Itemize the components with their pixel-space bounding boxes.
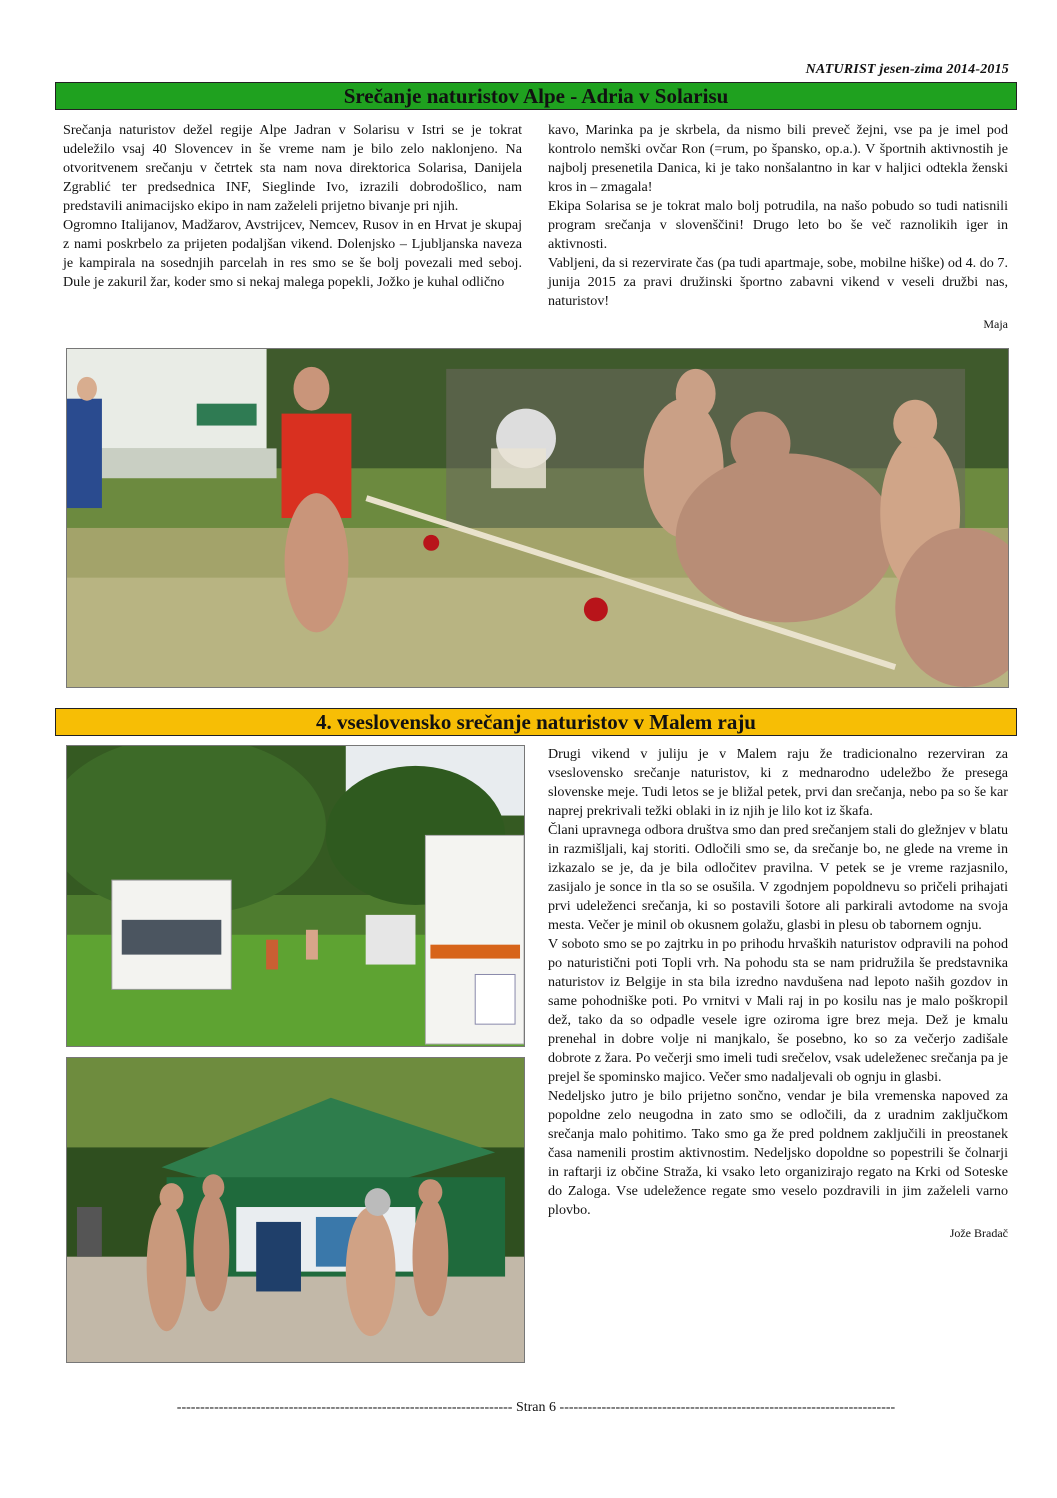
article2-paragraph: V soboto smo se po zajtrku in po prihodu hrvaških naturistov odpravili na pohod po naturistični poti Topli vrh. Na pohodu sta se nam pridružila še predstavnika naturistov iz Belgije in sta bila izredno navdušena nad lepoto naših gozdov in same pohodniške poti. Po vrnitvi v Mali raj in po kosilu nas je malo poškropil dež, tako da so odpadle vesele igre oziroma igre brez meja. Dež je kmalu prenehal in dobre volje ni manjkalo, še posebno, ko so za večerjo zadišale dobrote z žara. Po večerji smo imeli tudi srečelov, vsak udeleženec srečanja pa je prejel še spominsko majico. Večer smo nadaljevali ob ognju in glasbi. (548, 936, 1008, 1085)
article2-column (548, 745, 1008, 1243)
article1-paragraph: kavo, Marinka pa je skrbela, da nismo bili preveč žejni, vse pa je imel pod kontrolo nemški ovčar Ron (=rum, po špansko, op.a.). V športnih aktivnostih je najbolj presenetila Danica, ki je tako nonšalantno in kar v haljici odtekla ženski kros in – zmagala! (548, 122, 1008, 195)
article1-paragraph: Ekipa Solarisa se je tokrat malo bolj potrudila, na našo pobudo so tudi natisnili program srečanja v slovenščini! Drugo leto bo še več raznolikih iger in aktivnosti. (548, 198, 1008, 252)
article2-paragraph: Člani upravnega odbora društva smo dan pred srečanjem stali do gležnjev v blatu in razmišljali, kaj storiti. Odločili smo se, da srečanje bo, ne glede na vreme in izkazalo se je, da je bila odločitev pravilna. V petek se je vreme razjasnilo, zasijalo je sonce in tla so se osušila. V zgodnjem popoldnevu so pričeli prihajati prvi udeleženci srečanja, ki so postavili šotore ali parkirali avtodome na svoja mesta. Večer je minil ob okusnem golažu, glasbi in plesu ob tabornem ognju. (548, 822, 1008, 933)
page-number: Stran 6 (515, 1400, 557, 1415)
article1-column-left (63, 121, 522, 292)
article1-paragraph: Vabljeni, da si rezervirate čas (pa tudi apartmaje, sobe, mobilne hiške) od 4. do 7. junija 2015 za pravi družinski športno zabavni vikend v veseli družbi nas, naturistov! (548, 255, 1008, 309)
page-footer (105, 1400, 967, 1416)
camp-meadow-photo (66, 745, 525, 1047)
article1-paragraph: Srečanja naturistov dežel regije Alpe Jadran v Solarisu v Istri se je tokrat udeležilo vsaj 40 Slovencev in še vreme nam je bilo zelo naklonjeno. Na otvoritvenem srečanju v četrtek sta nam nova direktorica Solarisa, Danijela Zgrablić ter predsednica INF, Sieglinde Ivo, izrazili dobrodošlico, nam predstavili animacijsko ekipo in nam zaželeli prijetno bivanje pri njih. (63, 122, 522, 214)
article2-title: 4. vseslovensko srečanje naturistov v Malem raju (55, 708, 1017, 736)
running-title: NATURIST jesen-zima 2014-2015 (805, 62, 1009, 77)
tent-photo (66, 1057, 525, 1363)
footer-dashes-left: ------------------------------------------------------------------------ (176, 1400, 513, 1415)
article2-paragraph: Drugi vikend v juliju je v Malem raju že tradicionalno rezerviran za vseslovensko srečanje naturistov, ki z mednarodno udeležbo že presega slovenske meje. Tudi letos se je bližal petek, prvi dan srečanja, nebo pa so še kar naprej prekrivali težki oblaki in iz njih je lilo kot iz škafa. (548, 746, 1008, 819)
article2-author: Jože Bradač (949, 1226, 1008, 1240)
article1-author: Maja (983, 317, 1008, 331)
article2-paragraph: Nedeljsko jutro je bilo prijetno sončno, vendar je bila vremenska napoved za popoldne zelo neugodna in zato smo se odločili, da z uradnim zaključkom srečanja malo pohitimo. Tako smo ga že pred poldnem zaključili in preostanek časa namenili prostim aktivnostim. Nedeljsko dopoldne so popestrili še čolnarji in raftarji iz občine Straža, ki vsako leto organizirajo regato na Krki od Soteske do Zaloga. Vse udeležence regate smo veselo pozdravili in jim zaželeli varno plovbo. (548, 1088, 1008, 1218)
article1-paragraph: Ogromno Italijanov, Madžarov, Avstrijcev, Nemcev, Rusov in en Hrvat je skupaj z nami poskrbelo za prijeten podaljšan vikend. Dolenjsko – Ljubljanska naveza je kampirala na sosednjih parcelah in res smo se še bolj povezali med seboj. Dule je zakuril žar, koder smo si nekaj malega popekli, Jožko je kuhal odlično (63, 217, 522, 290)
article1-column-right (548, 121, 1008, 334)
article1-title: Srečanje naturistov Alpe - Adria v Solarisu (55, 82, 1017, 110)
footer-dashes-right: ------------------------------------------------------------------------ (559, 1400, 896, 1415)
tug-of-war-photo (66, 348, 1009, 688)
